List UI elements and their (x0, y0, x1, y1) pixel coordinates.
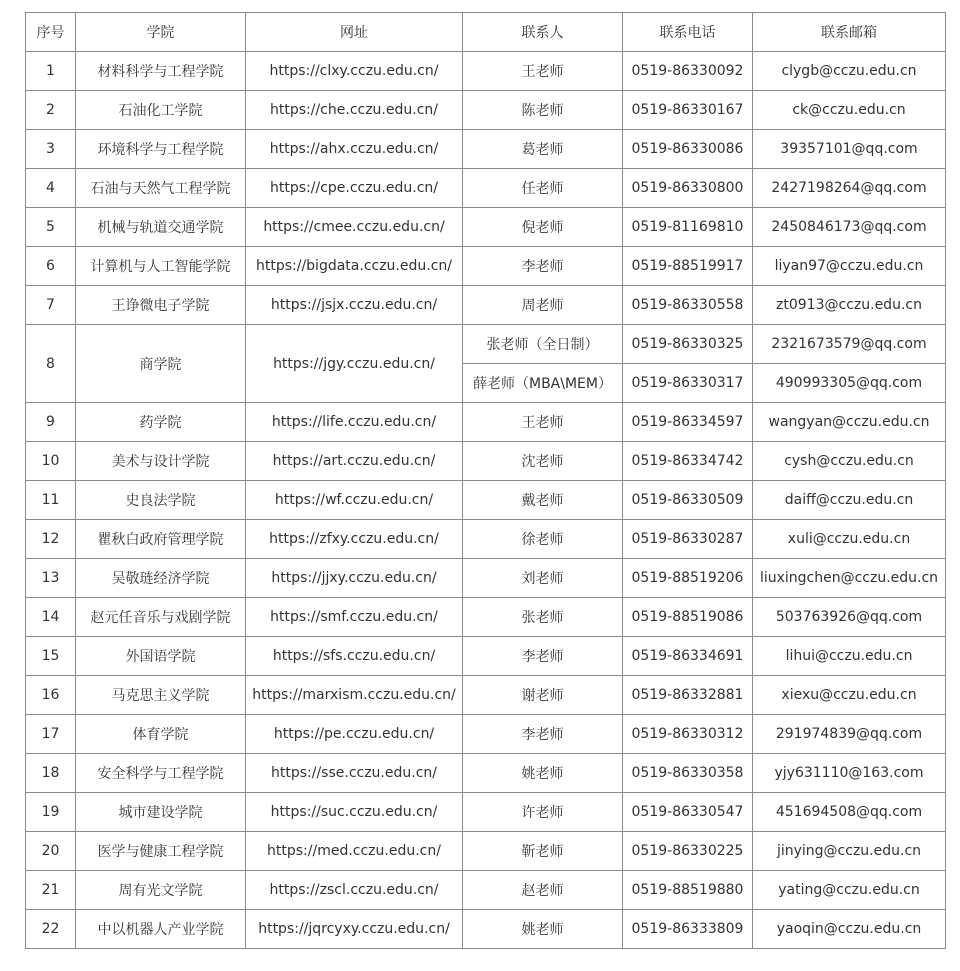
contact-person: 靳老师 (463, 832, 623, 871)
row-number: 11 (26, 481, 76, 520)
contact-phone: 0519-86334742 (623, 442, 753, 481)
row-number: 2 (26, 91, 76, 130)
contact-email[interactable]: zt0913@cczu.edu.cn (753, 286, 946, 325)
row-number: 7 (26, 286, 76, 325)
college-name: 计算机与人工智能学院 (76, 247, 246, 286)
contact-email[interactable]: jinying@cczu.edu.cn (753, 832, 946, 871)
contact-phone: 0519-86330287 (623, 520, 753, 559)
header-contact: 联系人 (463, 13, 623, 52)
college-url-link[interactable]: https://jjxy.cczu.edu.cn/ (246, 559, 463, 598)
college-name: 石油与天然气工程学院 (76, 169, 246, 208)
contact-person: 任老师 (463, 169, 623, 208)
table-row (26, 559, 946, 598)
table-row (26, 676, 946, 715)
table-row (26, 208, 946, 247)
college-url-link[interactable]: https://ahx.cczu.edu.cn/ (246, 130, 463, 169)
contact-email[interactable]: 503763926@qq.com (753, 598, 946, 637)
row-number: 6 (26, 247, 76, 286)
college-name: 药学院 (76, 403, 246, 442)
contact-phone: 0519-86334597 (623, 403, 753, 442)
contact-email[interactable]: yaoqin@cczu.edu.cn (753, 910, 946, 949)
contact-phone: 0519-86330558 (623, 286, 753, 325)
table-row (26, 52, 946, 91)
contact-phone: 0519-88519206 (623, 559, 753, 598)
college-name: 医学与健康工程学院 (76, 832, 246, 871)
row-number: 21 (26, 871, 76, 910)
college-name: 安全科学与工程学院 (76, 754, 246, 793)
college-name: 史良法学院 (76, 481, 246, 520)
college-url-link[interactable]: https://wf.cczu.edu.cn/ (246, 481, 463, 520)
header-no: 序号 (26, 13, 76, 52)
contact-email[interactable]: 451694508@qq.com (753, 793, 946, 832)
college-url-link[interactable]: https://marxism.cczu.edu.cn/ (246, 676, 463, 715)
row-number: 19 (26, 793, 76, 832)
college-name: 石油化工学院 (76, 91, 246, 130)
college-url-link[interactable]: https://sfs.cczu.edu.cn/ (246, 637, 463, 676)
college-url-link[interactable]: https://che.cczu.edu.cn/ (246, 91, 463, 130)
contact-phone: 0519-86330547 (623, 793, 753, 832)
college-url-link[interactable]: https://cmee.cczu.edu.cn/ (246, 208, 463, 247)
row-number: 17 (26, 715, 76, 754)
college-name: 马克思主义学院 (76, 676, 246, 715)
table-row (26, 169, 946, 208)
header-college: 学院 (76, 13, 246, 52)
contact-phone: 0519-86332881 (623, 676, 753, 715)
contact-person: 李老师 (463, 637, 623, 676)
row-number: 15 (26, 637, 76, 676)
contact-email[interactable]: 39357101@qq.com (753, 130, 946, 169)
row-number: 5 (26, 208, 76, 247)
contact-phone: 0519-86330167 (623, 91, 753, 130)
college-url-link[interactable]: https://jsjx.cczu.edu.cn/ (246, 286, 463, 325)
college-url-link[interactable]: https://bigdata.cczu.edu.cn/ (246, 247, 463, 286)
college-name: 美术与设计学院 (76, 442, 246, 481)
header-row (26, 13, 946, 52)
row-number: 4 (26, 169, 76, 208)
college-name: 吴敬琏经济学院 (76, 559, 246, 598)
college-url-link[interactable]: https://sse.cczu.edu.cn/ (246, 754, 463, 793)
contact-person: 张老师（全日制） (463, 325, 623, 364)
contact-person: 葛老师 (463, 130, 623, 169)
contact-phone: 0519-86330509 (623, 481, 753, 520)
contact-email[interactable]: xiexu@cczu.edu.cn (753, 676, 946, 715)
college-name: 瞿秋白政府管理学院 (76, 520, 246, 559)
contact-phone: 0519-88519880 (623, 871, 753, 910)
contact-phone: 0519-86330225 (623, 832, 753, 871)
college-url-link[interactable]: https://smf.cczu.edu.cn/ (246, 598, 463, 637)
contact-person: 李老师 (463, 247, 623, 286)
contact-phone: 0519-86330086 (623, 130, 753, 169)
college-url-link[interactable]: https://pe.cczu.edu.cn/ (246, 715, 463, 754)
header-url: 网址 (246, 13, 463, 52)
table-row (26, 832, 946, 871)
contact-person: 姚老师 (463, 910, 623, 949)
row-number: 9 (26, 403, 76, 442)
row-number: 18 (26, 754, 76, 793)
header-phone: 联系电话 (623, 13, 753, 52)
contact-email[interactable]: lihui@cczu.edu.cn (753, 637, 946, 676)
contact-phone: 0519-86330317 (623, 364, 753, 403)
contact-email[interactable]: 2450846173@qq.com (753, 208, 946, 247)
college-name: 王诤微电子学院 (76, 286, 246, 325)
table-row (26, 91, 946, 130)
contact-email[interactable]: wangyan@cczu.edu.cn (753, 403, 946, 442)
table-row (26, 715, 946, 754)
contact-person: 王老师 (463, 52, 623, 91)
contact-email[interactable]: xuli@cczu.edu.cn (753, 520, 946, 559)
college-contact-table (25, 12, 946, 949)
contact-phone: 0519-88519086 (623, 598, 753, 637)
row-number: 3 (26, 130, 76, 169)
contact-email[interactable]: clygb@cczu.edu.cn (753, 52, 946, 91)
contact-phone: 0519-86330312 (623, 715, 753, 754)
college-name: 商学院 (76, 325, 246, 403)
college-url-link[interactable]: https://med.cczu.edu.cn/ (246, 832, 463, 871)
college-name: 机械与轨道交通学院 (76, 208, 246, 247)
college-url-link[interactable]: https://life.cczu.edu.cn/ (246, 403, 463, 442)
college-name: 赵元任音乐与戏剧学院 (76, 598, 246, 637)
contact-phone: 0519-81169810 (623, 208, 753, 247)
table-row (26, 286, 946, 325)
college-name: 外国语学院 (76, 637, 246, 676)
college-url-link[interactable]: https://zscl.cczu.edu.cn/ (246, 871, 463, 910)
row-number: 1 (26, 52, 76, 91)
college-url-link[interactable]: https://jqrcyxy.cczu.edu.cn/ (246, 910, 463, 949)
table-row (26, 442, 946, 481)
college-name: 环境科学与工程学院 (76, 130, 246, 169)
contact-phone: 0519-86334691 (623, 637, 753, 676)
college-name: 周有光文学院 (76, 871, 246, 910)
contact-email[interactable]: yating@cczu.edu.cn (753, 871, 946, 910)
contact-person: 沈老师 (463, 442, 623, 481)
college-name: 材料科学与工程学院 (76, 52, 246, 91)
contact-email[interactable]: 2321673579@qq.com (753, 325, 946, 364)
college-name: 中以机器人产业学院 (76, 910, 246, 949)
contact-phone: 0519-86330358 (623, 754, 753, 793)
college-name: 体育学院 (76, 715, 246, 754)
table-row (26, 754, 946, 793)
table-row (26, 637, 946, 676)
table-row (26, 481, 946, 520)
contact-person: 薛老师（MBA\MEM） (463, 364, 623, 403)
contact-person: 姚老师 (463, 754, 623, 793)
contact-person: 戴老师 (463, 481, 623, 520)
row-number: 13 (26, 559, 76, 598)
college-name: 城市建设学院 (76, 793, 246, 832)
contact-person: 张老师 (463, 598, 623, 637)
contact-phone: 0519-86333809 (623, 910, 753, 949)
row-number: 20 (26, 832, 76, 871)
table-row (26, 403, 946, 442)
contact-person: 许老师 (463, 793, 623, 832)
table-row (26, 247, 946, 286)
contact-phone: 0519-86330092 (623, 52, 753, 91)
contact-email[interactable]: liyan97@cczu.edu.cn (753, 247, 946, 286)
contact-person: 谢老师 (463, 676, 623, 715)
contact-email[interactable]: cysh@cczu.edu.cn (753, 442, 946, 481)
contact-person: 李老师 (463, 715, 623, 754)
college-url-link[interactable]: https://zfxy.cczu.edu.cn/ (246, 520, 463, 559)
table-body (26, 52, 946, 949)
contact-person: 王老师 (463, 403, 623, 442)
contact-email[interactable]: 2427198264@qq.com (753, 169, 946, 208)
contact-email[interactable]: 490993305@qq.com (753, 364, 946, 403)
contact-person: 刘老师 (463, 559, 623, 598)
college-url-link[interactable]: https://suc.cczu.edu.cn/ (246, 793, 463, 832)
contact-phone: 0519-86330325 (623, 325, 753, 364)
contact-phone: 0519-86330800 (623, 169, 753, 208)
contact-email[interactable]: 291974839@qq.com (753, 715, 946, 754)
row-number: 8 (26, 325, 76, 403)
college-url-link[interactable]: https://art.cczu.edu.cn/ (246, 442, 463, 481)
college-url-link[interactable]: https://cpe.cczu.edu.cn/ (246, 169, 463, 208)
contact-person: 徐老师 (463, 520, 623, 559)
row-number: 14 (26, 598, 76, 637)
table-row (26, 520, 946, 559)
contact-person: 倪老师 (463, 208, 623, 247)
table-row (26, 871, 946, 910)
table-row (26, 325, 946, 364)
table-row (26, 598, 946, 637)
contact-person: 陈老师 (463, 91, 623, 130)
row-number: 10 (26, 442, 76, 481)
contact-person: 赵老师 (463, 871, 623, 910)
row-number: 22 (26, 910, 76, 949)
contact-email[interactable]: daiff@cczu.edu.cn (753, 481, 946, 520)
contact-person: 周老师 (463, 286, 623, 325)
college-url-link[interactable]: https://jgy.cczu.edu.cn/ (246, 325, 463, 403)
header-email: 联系邮箱 (753, 13, 946, 52)
table-row (26, 793, 946, 832)
contact-email[interactable]: ck@cczu.edu.cn (753, 91, 946, 130)
table-row (26, 130, 946, 169)
contact-phone: 0519-88519917 (623, 247, 753, 286)
table-row (26, 910, 946, 949)
row-number: 16 (26, 676, 76, 715)
contact-email[interactable]: yjy631110@163.com (753, 754, 946, 793)
contact-email[interactable]: liuxingchen@cczu.edu.cn (753, 559, 946, 598)
row-number: 12 (26, 520, 76, 559)
college-url-link[interactable]: https://clxy.cczu.edu.cn/ (246, 52, 463, 91)
